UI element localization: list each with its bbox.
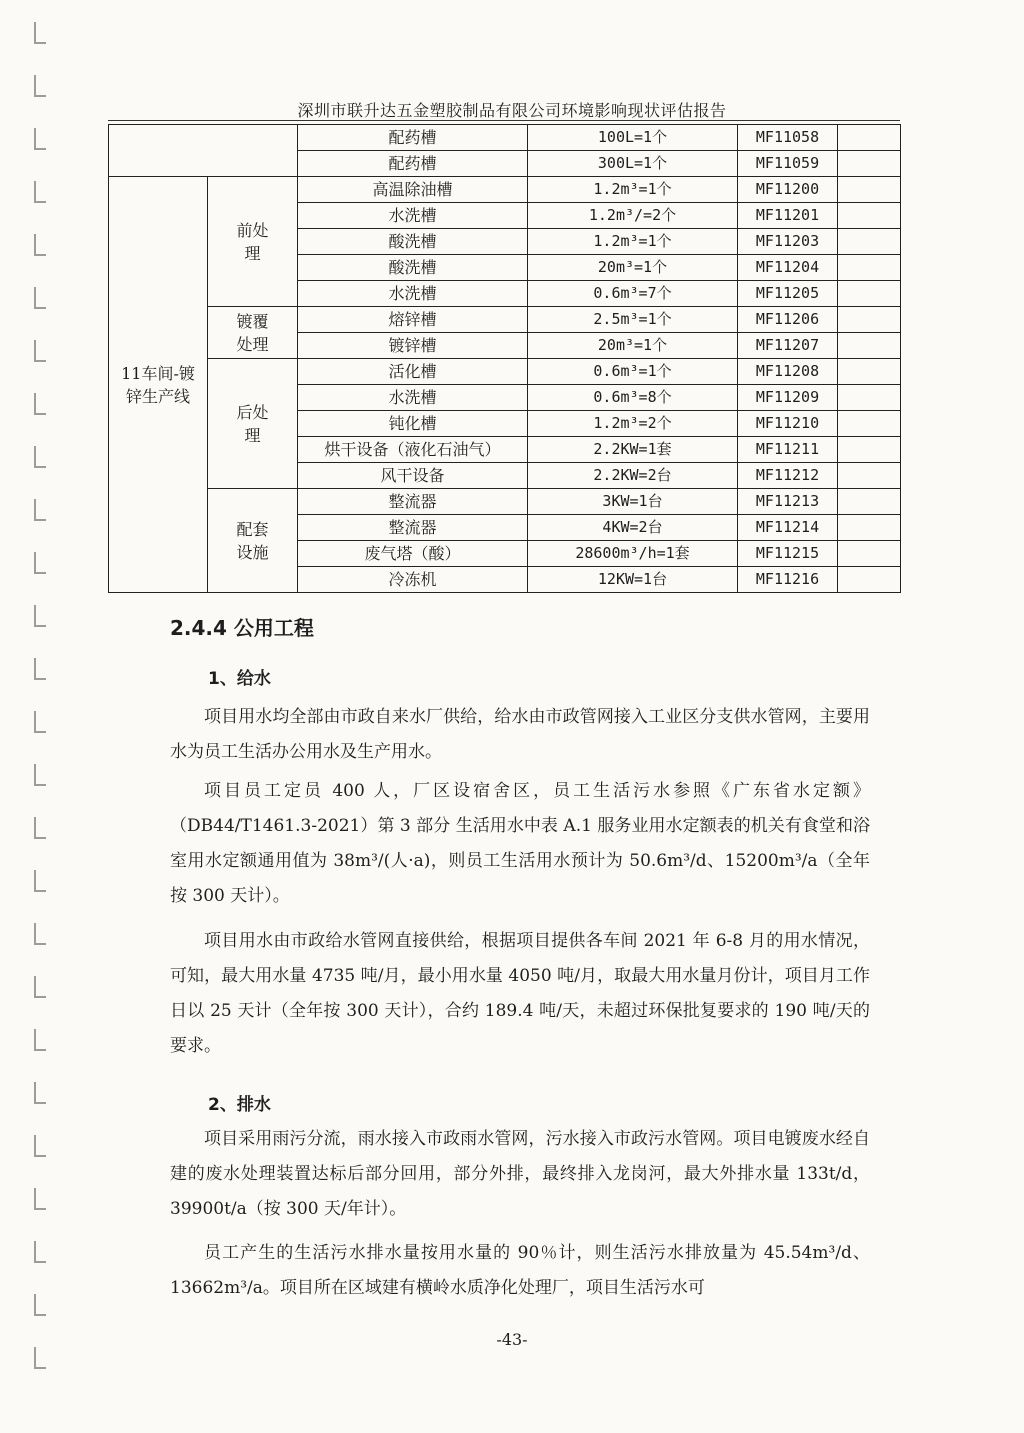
table-row <box>109 489 901 515</box>
equipment-spec: 0.6m³=1个 <box>528 359 738 385</box>
binding-mark <box>34 340 46 362</box>
equipment-code: MF11201 <box>738 203 838 229</box>
workshop-label: 11车间-镀锌生产线 <box>109 177 208 593</box>
equipment-spec: 1.2m³=1个 <box>528 177 738 203</box>
table-row <box>109 359 901 385</box>
table-row <box>109 307 901 333</box>
drainage-paragraph-1: 项目采用雨污分流，雨水接入市政雨水管网，污水接入市政污水管网。项目电镀废水经自建的废水处理装置达标后部分回用，部分外排，最终排入龙岗河，最大外排水量 133t/d，39900t/a（按 300 天/年计）。 <box>170 1129 870 1219</box>
binding-mark <box>34 1082 46 1104</box>
binding-mark <box>34 1029 46 1051</box>
equipment-code: MF11211 <box>738 437 838 463</box>
equipment-name: 镀锌槽 <box>298 333 528 359</box>
equipment-code: MF11214 <box>738 515 838 541</box>
binding-mark <box>34 393 46 415</box>
binding-mark <box>34 658 46 680</box>
empty-cell <box>838 463 901 489</box>
equipment-spec: 20m³=1个 <box>528 333 738 359</box>
equipment-spec: 0.6m³=7个 <box>528 281 738 307</box>
process-group-label: 后处理 <box>208 359 298 489</box>
equipment-code: MF11207 <box>738 333 838 359</box>
equipment-code: MF11203 <box>738 229 838 255</box>
equipment-code: MF11204 <box>738 255 838 281</box>
drainage-heading: 2、排水 <box>208 1095 271 1115</box>
equipment-name: 活化槽 <box>298 359 528 385</box>
equipment-name: 酸洗槽 <box>298 229 528 255</box>
equipment-name: 水洗槽 <box>298 203 528 229</box>
equipment-name: 整流器 <box>298 515 528 541</box>
binding-mark <box>34 234 46 256</box>
binding-mark <box>34 22 46 44</box>
equipment-spec: 1.2m³/=2个 <box>528 203 738 229</box>
page-header: 深圳市联升达五金塑胶制品有限公司环境影响现状评估报告 <box>297 101 727 120</box>
equipment-name: 水洗槽 <box>298 385 528 411</box>
equipment-name: 整流器 <box>298 489 528 515</box>
process-group-label: 前处理 <box>208 177 298 307</box>
table-row <box>109 177 901 203</box>
equipment-spec: 2.2KW=2台 <box>528 463 738 489</box>
empty-cell <box>838 229 901 255</box>
equipment-code: MF11059 <box>738 151 838 177</box>
water-supply-heading: 1、给水 <box>208 669 271 689</box>
binding-mark <box>34 446 46 468</box>
equipment-name: 冷冻机 <box>298 567 528 593</box>
equipment-code: MF11213 <box>738 489 838 515</box>
equipment-spec: 12KW=1台 <box>528 567 738 593</box>
header-rule <box>108 120 900 121</box>
prev-workshop-cell <box>109 125 298 177</box>
equipment-spec: 4KW=2台 <box>528 515 738 541</box>
equipment-code: MF11200 <box>738 177 838 203</box>
empty-cell <box>838 385 901 411</box>
equipment-spec: 28600m³/h=1套 <box>528 541 738 567</box>
binding-mark <box>34 499 46 521</box>
equipment-spec: 3KW=1台 <box>528 489 738 515</box>
equipment-code: MF11206 <box>738 307 838 333</box>
page-number: -43- <box>496 1330 528 1349</box>
water-supply-paragraph-2: 项目员工定员 400 人，厂区设宿舍区，员工生活污水参照《广东省水定额》（DB44/T1461.3-2021）第 3 部分 生活用水中表 A.1 服务业用水定额表的机关有食堂和浴室用水定额通用值为 38m³/(人·a)，则员工生活用水预计为 50.6m³/d、15200m³/a（全年按 300 天计）。 <box>170 781 870 906</box>
equipment-name: 水洗槽 <box>298 281 528 307</box>
equipment-name: 熔锌槽 <box>298 307 528 333</box>
empty-cell <box>838 489 901 515</box>
binding-mark <box>34 75 46 97</box>
binding-mark <box>34 1188 46 1210</box>
drainage-paragraph-2: 员工产生的生活污水排水量按用水量的 90％计，则生活污水排放量为 45.54m³/d、13662m³/a。项目所在区域建有横岭水质净化处理厂，项目生活污水可 <box>170 1243 870 1298</box>
binding-mark <box>34 1347 46 1369</box>
process-group-label: 镀覆处理 <box>208 307 298 359</box>
binding-mark <box>34 711 46 733</box>
binding-mark <box>34 605 46 627</box>
empty-cell <box>838 255 901 281</box>
binding-mark <box>34 128 46 150</box>
empty-cell <box>838 515 901 541</box>
equipment-code: MF11209 <box>738 385 838 411</box>
binding-margin <box>28 10 54 1410</box>
equipment-table <box>108 124 901 593</box>
equipment-name: 配药槽 <box>298 125 528 151</box>
empty-cell <box>838 437 901 463</box>
equipment-name: 钝化槽 <box>298 411 528 437</box>
empty-cell <box>838 125 901 151</box>
binding-mark <box>34 870 46 892</box>
empty-cell <box>838 411 901 437</box>
empty-cell <box>838 203 901 229</box>
equipment-spec: 2.5m³=1个 <box>528 307 738 333</box>
equipment-code: MF11208 <box>738 359 838 385</box>
empty-cell <box>838 177 901 203</box>
water-supply-paragraph-3: 项目用水由市政给水管网直接供给，根据项目提供各车间 2021 年 6-8 月的用水情况，可知，最大用水量 4735 吨/月，最小用水量 4050 吨/月，取最大用水量月份计，项目月工作日以 25 天计（全年按 300 天计），合约 189.4 吨/天，未超过环保批复要求的 190 吨/天的要求。 <box>170 931 870 1056</box>
binding-mark <box>34 976 46 998</box>
binding-mark <box>34 764 46 786</box>
equipment-spec: 2.2KW=1套 <box>528 437 738 463</box>
equipment-code: MF11215 <box>738 541 838 567</box>
process-group-label: 配套设施 <box>208 489 298 593</box>
equipment-name: 风干设备 <box>298 463 528 489</box>
equipment-name: 高温除油槽 <box>298 177 528 203</box>
equipment-name: 废气塔（酸） <box>298 541 528 567</box>
equipment-code: MF11205 <box>738 281 838 307</box>
equipment-spec: 20m³=1个 <box>528 255 738 281</box>
equipment-code: MF11212 <box>738 463 838 489</box>
equipment-name: 烘干设备（液化石油气） <box>298 437 528 463</box>
equipment-name: 配药槽 <box>298 151 528 177</box>
binding-mark <box>34 923 46 945</box>
binding-mark <box>34 181 46 203</box>
equipment-code: MF11216 <box>738 567 838 593</box>
empty-cell <box>838 333 901 359</box>
equipment-spec: 1.2m³=2个 <box>528 411 738 437</box>
equipment-spec: 0.6m³=8个 <box>528 385 738 411</box>
section-heading: 2.4.4 公用工程 <box>170 616 314 640</box>
equipment-spec: 300L=1个 <box>528 151 738 177</box>
empty-cell <box>838 567 901 593</box>
empty-cell <box>838 151 901 177</box>
binding-mark <box>34 552 46 574</box>
binding-mark <box>34 1241 46 1263</box>
empty-cell <box>838 359 901 385</box>
binding-mark <box>34 1135 46 1157</box>
table-row <box>109 125 901 151</box>
empty-cell <box>838 281 901 307</box>
equipment-code: MF11058 <box>738 125 838 151</box>
empty-cell <box>838 541 901 567</box>
equipment-code: MF11210 <box>738 411 838 437</box>
binding-mark <box>34 1294 46 1316</box>
equipment-spec: 100L=1个 <box>528 125 738 151</box>
equipment-spec: 1.2m³=1个 <box>528 229 738 255</box>
equipment-name: 酸洗槽 <box>298 255 528 281</box>
binding-mark <box>34 817 46 839</box>
binding-mark <box>34 287 46 309</box>
water-supply-paragraph-1: 项目用水均全部由市政自来水厂供给，给水由市政管网接入工业区分支供水管网，主要用水为员工生活办公用水及生产用水。 <box>170 707 870 762</box>
empty-cell <box>838 307 901 333</box>
